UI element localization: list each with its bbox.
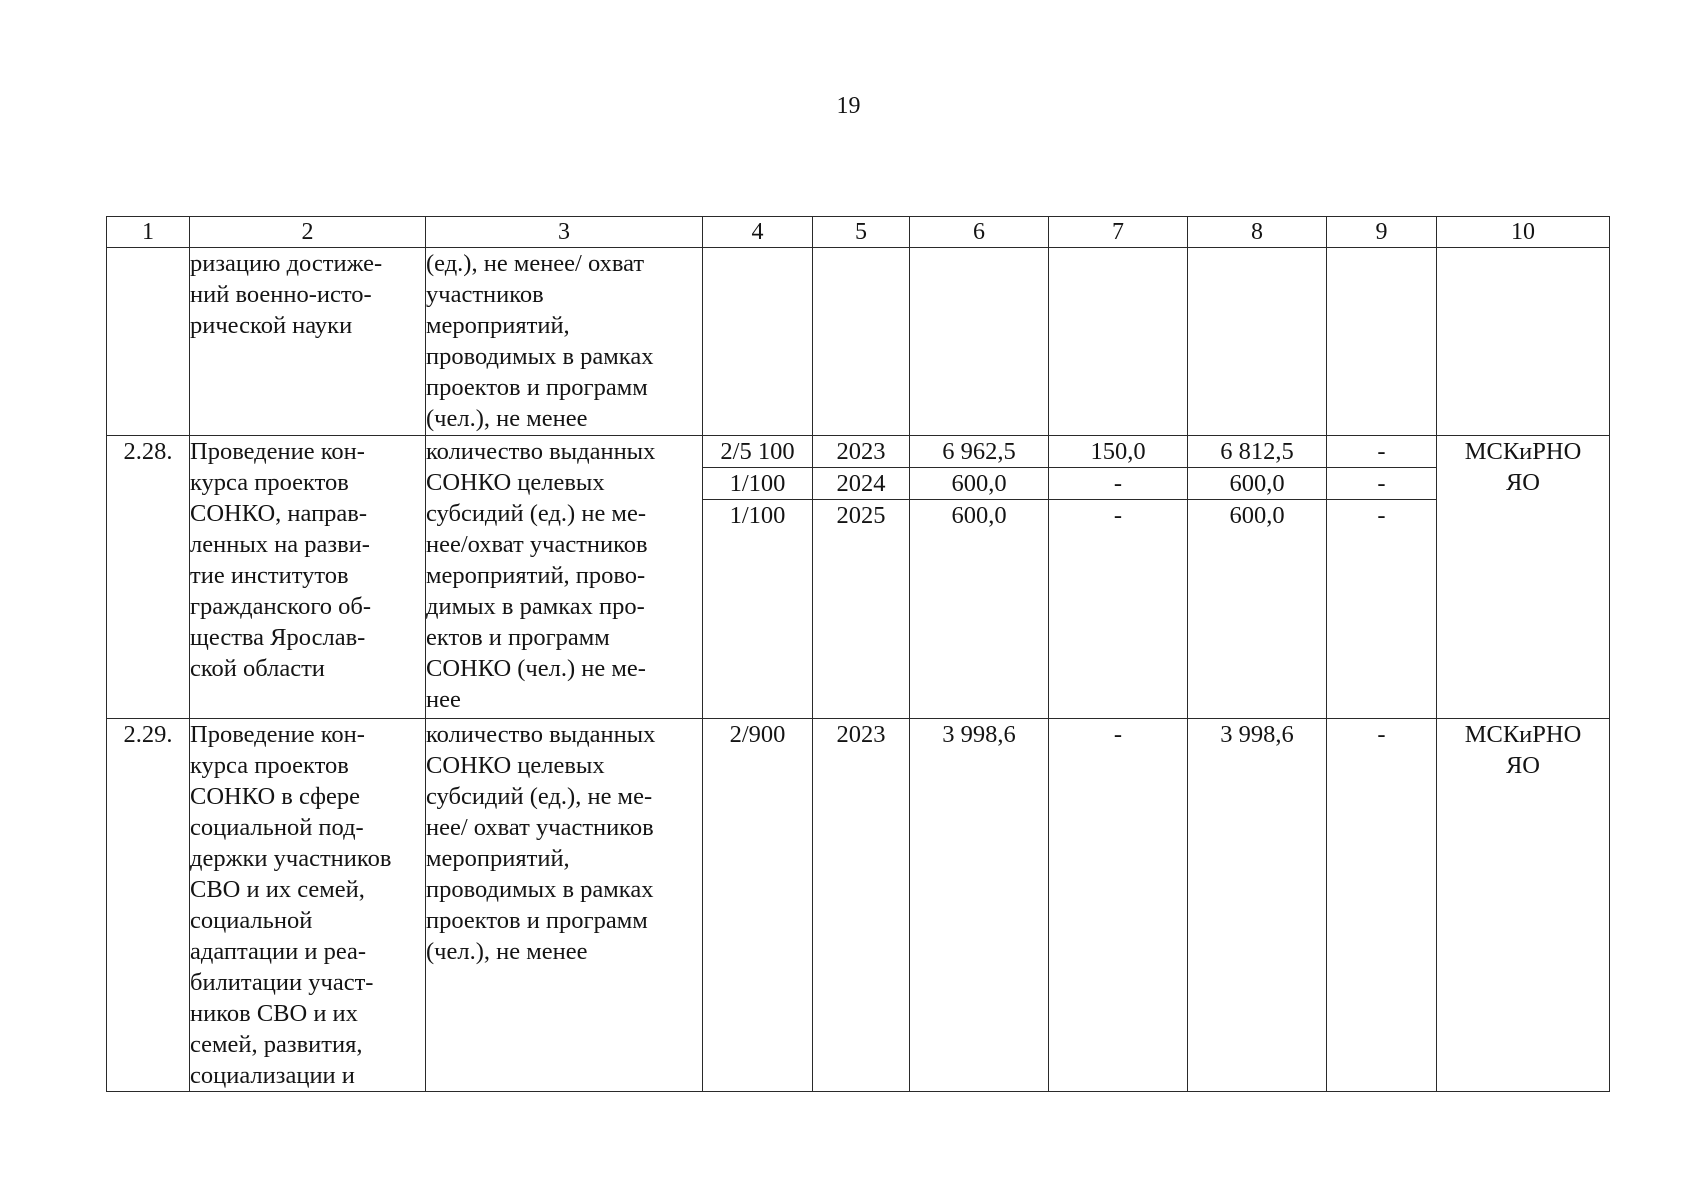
program-activities-table (106, 216, 1610, 1092)
header-cell: 9 (1327, 217, 1437, 248)
total-value: 3 998,6 (942, 721, 1016, 748)
indicator-value-cell (703, 436, 813, 719)
header-cell: 10 (1437, 217, 1610, 248)
regional-budget-cell (1188, 719, 1327, 1092)
federal-budget-cell (1049, 248, 1188, 436)
total-cell (910, 436, 1049, 719)
activity-name (190, 436, 426, 719)
activity-name (190, 248, 426, 436)
regional-budget-cell (1188, 436, 1327, 719)
federal-budget-value: - (1113, 721, 1123, 748)
indicator-value: 2/5 100 (703, 436, 812, 468)
federal-budget-value: - (1113, 502, 1123, 529)
row-number: 2.29. (107, 719, 190, 1092)
total-value: 600,0 (910, 468, 1048, 500)
indicator-value-cell (703, 248, 813, 436)
total-value: 6 962,5 (910, 436, 1048, 468)
responsible-text: МСКиРНО ЯО (1464, 438, 1582, 496)
total-cell (910, 248, 1049, 436)
header-cell: 8 (1188, 217, 1327, 248)
other-sources-value: - (1377, 721, 1386, 748)
indicator-value-cell (703, 719, 813, 1092)
federal-budget-cell (1049, 719, 1188, 1092)
header-cell: 7 (1049, 217, 1188, 248)
table-row (107, 248, 1610, 436)
other-sources-cell (1327, 436, 1437, 719)
year-cell (813, 436, 910, 719)
row-number: 2.28. (107, 436, 190, 719)
indicator-value: 2/900 (729, 721, 786, 748)
indicator (426, 436, 703, 719)
indicator-value: 1/100 (703, 468, 812, 500)
indicator-text: количество выданных СОНКО целевых субсидий (ед.), не ме- нее/ охват участников мероприятий, проводимых в рамках проектов и программ (чел.), не менее (426, 721, 656, 965)
activity-name-text: Проведение кон- курса проектов СОНКО в сфере социальной под- держки участников СВО и их семей, социальной адаптации и реа- билитации участ- ников СВО и их семей, развития, социализации и (190, 721, 392, 1089)
table-row (107, 436, 1610, 719)
total-value: 600,0 (951, 502, 1007, 529)
regional-budget-cell (1188, 248, 1327, 436)
indicator-text: (ед.), не менее/ охват участников мероприятий, проводимых в рамках проектов и программ (чел.), не менее (426, 250, 654, 432)
indicator-value: 1/100 (729, 502, 786, 529)
header-cell: 4 (703, 217, 813, 248)
year-value: 2023 (836, 721, 886, 748)
regional-budget-value: 600,0 (1188, 468, 1326, 500)
page-number: 19 (836, 93, 861, 119)
regional-budget-value: 3 998,6 (1220, 721, 1294, 748)
row-number (107, 248, 190, 436)
indicator (426, 248, 703, 436)
indicator-text: количество выданных СОНКО целевых субсидий (ед.) не ме- нее/охват участников мероприятий, прово- димых в рамках про- ектов и программ СОНКО (чел.) не ме- нее (426, 438, 656, 713)
total-cell (910, 719, 1049, 1092)
indicator (426, 719, 703, 1092)
regional-budget-value: 6 812,5 (1188, 436, 1326, 468)
other-sources-value: - (1377, 502, 1386, 529)
year-value: 2023 (813, 436, 909, 468)
federal-budget-value: - (1049, 468, 1187, 500)
other-sources-value: - (1327, 468, 1436, 500)
federal-budget-value: 150,0 (1049, 436, 1187, 468)
year-value: 2024 (813, 468, 909, 500)
responsible-cell (1437, 719, 1610, 1092)
responsible-cell (1437, 436, 1610, 719)
activity-name-text: ризацию достиже- ний военно-исто- рической науки (190, 250, 383, 339)
year-cell (813, 248, 910, 436)
activity-name-text: Проведение кон- курса проектов СОНКО, направ- ленных на разви- тие институтов гражданского об- щества Ярослав- ской области (190, 438, 372, 682)
year-cell (813, 719, 910, 1092)
table-header-row (107, 217, 1610, 248)
header-cell: 6 (910, 217, 1049, 248)
table-row (107, 719, 1610, 1092)
other-sources-cell (1327, 719, 1437, 1092)
header-cell: 3 (426, 217, 703, 248)
responsible-cell (1437, 248, 1610, 436)
header-cell: 1 (107, 217, 190, 248)
federal-budget-cell (1049, 436, 1188, 719)
year-value: 2025 (836, 502, 886, 529)
other-sources-value: - (1327, 436, 1436, 468)
header-cell: 5 (813, 217, 910, 248)
responsible-text: МСКиРНО ЯО (1464, 721, 1582, 779)
regional-budget-value: 600,0 (1229, 502, 1285, 529)
other-sources-cell (1327, 248, 1437, 436)
header-cell: 2 (190, 217, 426, 248)
activity-name (190, 719, 426, 1092)
